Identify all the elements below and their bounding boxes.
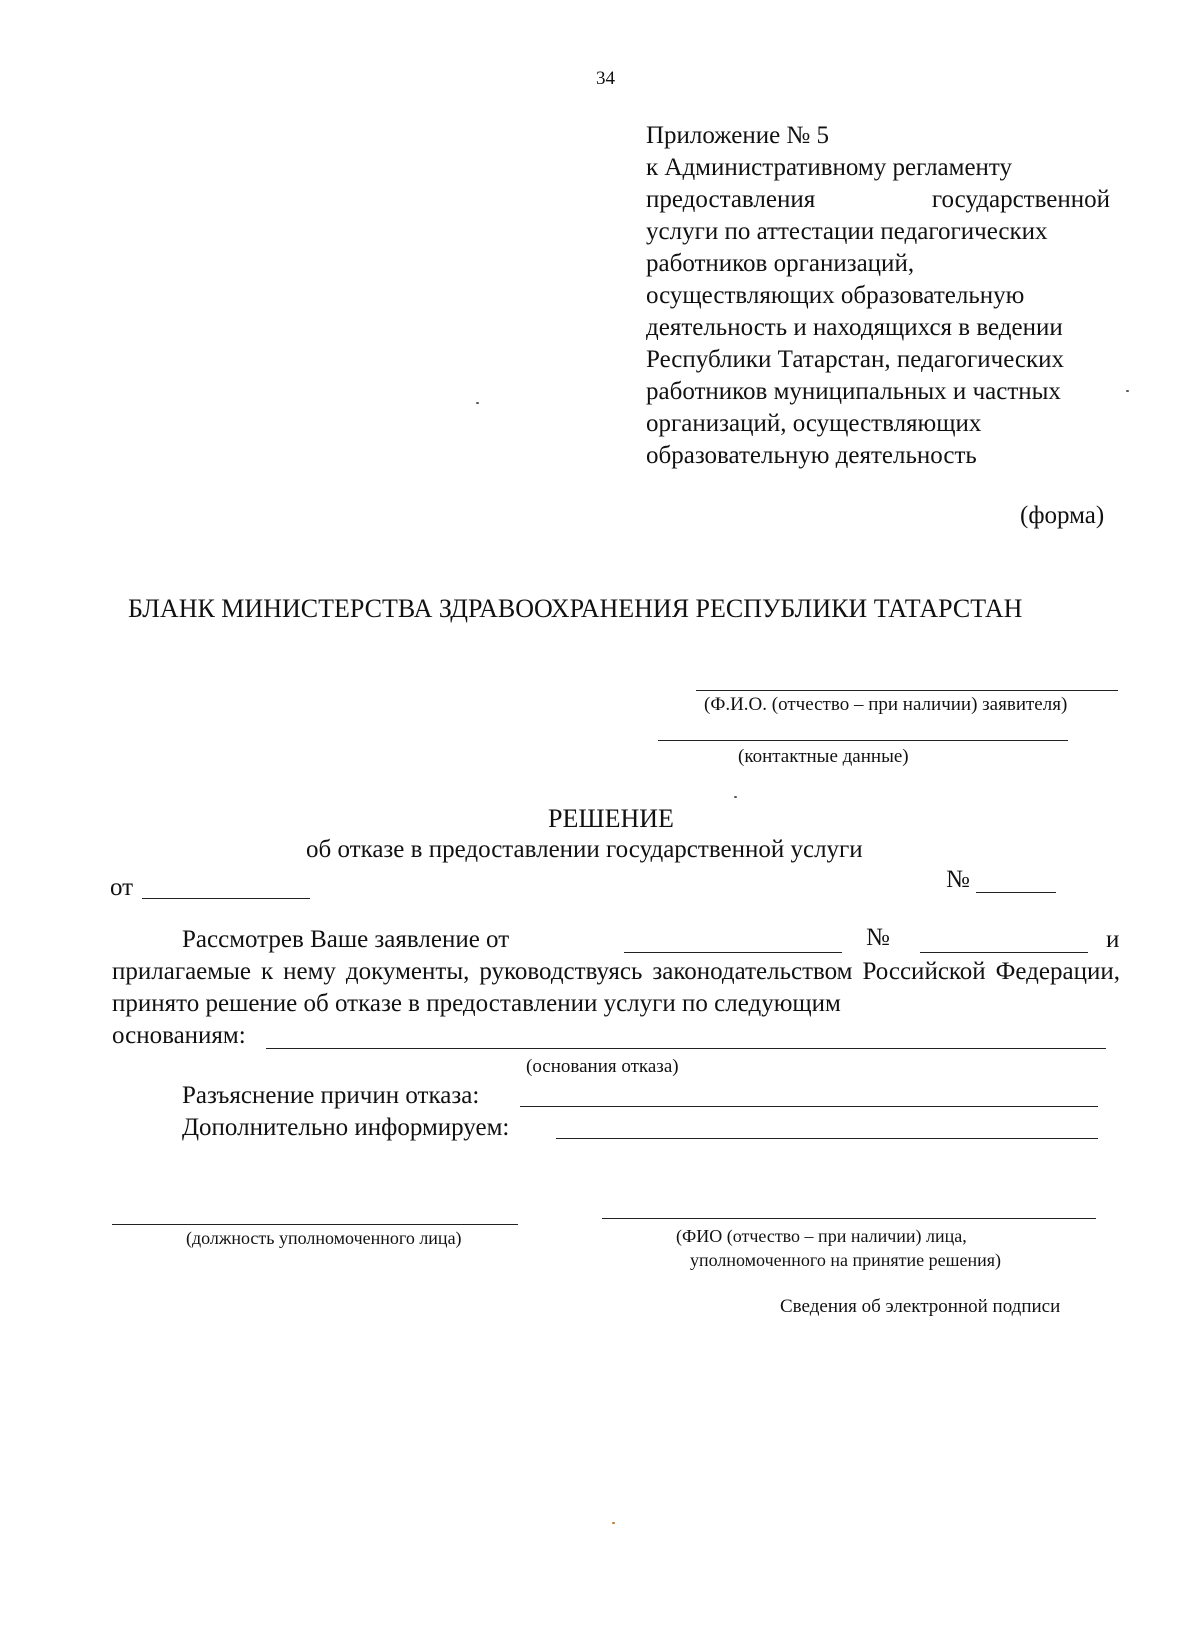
application-number-prefix: № xyxy=(866,924,890,951)
appendix-line: работников муниципальных и частных xyxy=(646,378,1061,405)
appendix-line: услуги по аттестации педагогических xyxy=(646,218,1048,245)
contacts-caption: (контактные данные) xyxy=(738,746,909,767)
appendix-line xyxy=(646,184,1110,216)
contacts-line xyxy=(658,740,1068,741)
appendix-word: государственной xyxy=(931,186,1110,213)
explanation-label: Разъяснение причин отказа: xyxy=(182,1082,480,1109)
date-line xyxy=(142,898,310,899)
grounds-line xyxy=(266,1048,1106,1049)
additional-label: Дополнительно информируем: xyxy=(182,1114,510,1141)
decision-heading: РЕШЕНИЕ xyxy=(548,804,674,833)
grounds-label: основаниям: xyxy=(112,1022,246,1049)
appendix-line: к Административному регламенту xyxy=(646,154,1013,181)
appendix-word: предоставления xyxy=(646,186,816,213)
body-line1-start: Рассмотрев Ваше заявление от xyxy=(182,926,510,953)
number-line xyxy=(976,892,1056,893)
applicant-name-line xyxy=(696,690,1118,691)
application-number-line xyxy=(920,952,1088,953)
appendix-line: деятельность и находящихся в ведении xyxy=(646,314,1063,341)
position-caption: (должность уполномоченного лица) xyxy=(186,1228,462,1248)
scan-speck xyxy=(476,402,479,404)
additional-line xyxy=(556,1138,1098,1139)
appendix-block xyxy=(646,120,1110,472)
decision-subheading: об отказе в предоставлении государственной услуги xyxy=(306,836,863,863)
esign-label: Сведения об электронной подписи xyxy=(780,1296,1061,1317)
position-line xyxy=(112,1224,518,1225)
signer-caption-line2: уполномоченного на принятие решения) xyxy=(690,1250,1002,1270)
appendix-line: работников организаций, xyxy=(646,250,915,277)
applicant-name-caption: (Ф.И.О. (отчество – при наличии) заявителя) xyxy=(704,694,1068,715)
body-text: прилагаемые к нему документы, руководствуясь законодательством Российской Федерации, принято решение об отказе в предоставлении услуги по следующим xyxy=(112,958,1120,1017)
explanation-line xyxy=(520,1106,1098,1107)
appendix-line: организаций, осуществляющих xyxy=(646,410,982,437)
form-label: (форма) xyxy=(1020,502,1105,529)
scan-speck xyxy=(734,796,737,798)
date-prefix: от xyxy=(110,874,134,901)
appendix-line: осуществляющих образовательную xyxy=(646,282,1025,309)
number-prefix: № xyxy=(946,866,970,893)
scan-speck xyxy=(612,1522,615,1524)
page-number: 34 xyxy=(596,68,615,89)
body-line1-end: и xyxy=(1106,926,1120,953)
scan-speck xyxy=(1126,390,1129,392)
signer-caption-line1: (ФИО (отчество – при наличии) лица, xyxy=(676,1226,967,1246)
grounds-caption: (основания отказа) xyxy=(526,1056,679,1077)
appendix-line: образовательную деятельность xyxy=(646,442,977,469)
signer-name-line xyxy=(602,1218,1096,1219)
letterhead: БЛАНК МИНИСТЕРСТВА ЗДРАВООХРАНЕНИЯ РЕСПУБЛИКИ ТАТАРСТАН xyxy=(128,594,1023,623)
appendix-line: Республики Татарстан, педагогических xyxy=(646,346,1065,373)
appendix-title: Приложение № 5 xyxy=(646,122,830,149)
application-date-line xyxy=(624,952,842,953)
